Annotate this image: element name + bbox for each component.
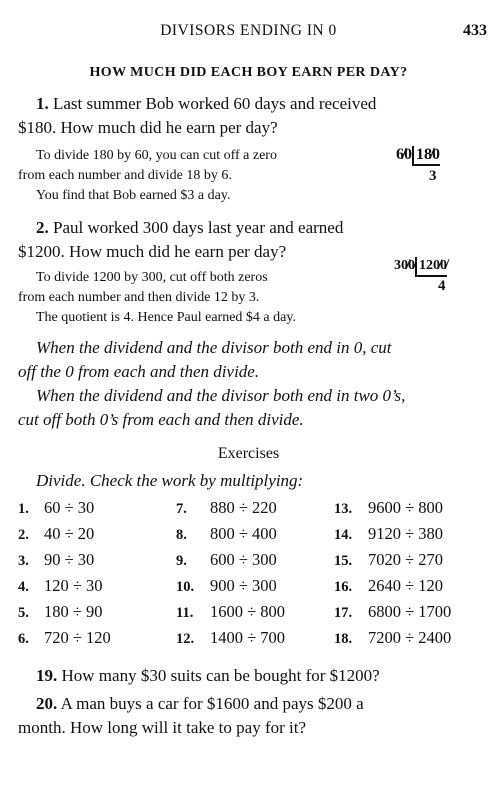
problem-1-long-division bbox=[396, 146, 440, 184]
exercise-expression: 9120 ÷ 380 bbox=[368, 524, 444, 543]
exercise-item bbox=[334, 524, 443, 544]
problem-1-number: 1. bbox=[36, 94, 49, 113]
rule-1-line-1: When the dividend and the divisor both end in 0, cut bbox=[36, 338, 392, 357]
question-19-text: How many $30 suits can be bought for $1200? bbox=[61, 666, 380, 685]
exercise-item bbox=[176, 524, 277, 544]
problem-2-number: 2. bbox=[36, 218, 49, 237]
exercise-expression: 7020 ÷ 270 bbox=[368, 550, 444, 569]
exercise-number: 7. bbox=[176, 501, 187, 517]
rule-2-line-1: When the dividend and the divisor both end in two 0’s, bbox=[36, 386, 406, 405]
exercise-expression: 180 ÷ 90 bbox=[44, 602, 103, 621]
exercise-number: 6. bbox=[18, 631, 29, 647]
problem-1-dividend: 18̸0 bbox=[412, 146, 440, 166]
exercise-expression: 60 ÷ 30 bbox=[44, 498, 95, 517]
exercise-expression: 6800 ÷ 1700 bbox=[368, 602, 452, 621]
exercise-number: 2. bbox=[18, 527, 29, 543]
exercise-item bbox=[176, 628, 285, 648]
exercise-expression: 600 ÷ 300 bbox=[210, 550, 277, 569]
problem-1-divisor: 6̸0 bbox=[396, 146, 412, 163]
rule-1-line-2: off the 0 from each and then divide. bbox=[18, 362, 260, 381]
problem-2-explanation-3: The quotient is 4. Hence Paul earned $4 a day. bbox=[36, 310, 296, 325]
question-19-number: 19. bbox=[36, 666, 58, 685]
exercise-expression: 40 ÷ 20 bbox=[44, 524, 95, 543]
exercise-number: 1. bbox=[18, 501, 29, 517]
problem-2-line-2: $1200. How much did he earn per day? bbox=[18, 242, 287, 261]
exercise-number: 3. bbox=[18, 553, 29, 569]
exercise-item bbox=[176, 550, 277, 570]
exercise-item bbox=[18, 628, 111, 648]
exercise-expression: 1600 ÷ 800 bbox=[210, 602, 286, 621]
exercise-item bbox=[176, 602, 285, 622]
exercise-item bbox=[18, 498, 94, 518]
exercise-item bbox=[334, 602, 451, 622]
exercise-item bbox=[334, 576, 443, 596]
exercise-item bbox=[334, 498, 443, 518]
exercises-title: Exercises bbox=[217, 445, 280, 462]
exercise-number: 14. bbox=[334, 527, 353, 543]
problem-2-dividend: 120̸0̸ bbox=[415, 257, 447, 277]
exercises-instruction: Divide. Check the work by multiplying: bbox=[36, 471, 304, 490]
problem-2-line-1 bbox=[18, 216, 486, 240]
exercise-expression: 800 ÷ 400 bbox=[210, 524, 277, 543]
exercise-item bbox=[334, 628, 451, 648]
exercise-number: 16. bbox=[334, 579, 353, 595]
problem-2-long-division bbox=[394, 256, 447, 294]
problem-1-quotient: 3 bbox=[429, 168, 437, 184]
question-20-number: 20. bbox=[36, 694, 58, 713]
problem-2-explanation-2: from each number and then divide 12 by 3. bbox=[18, 290, 260, 305]
problem-1-explanation-1: To divide 180 by 60, you can cut off a zero bbox=[36, 148, 277, 163]
section-title: HOW MUCH DID EACH BOY EARN PER DAY? bbox=[89, 65, 408, 80]
exercise-number: 12. bbox=[176, 631, 195, 647]
page-header bbox=[0, 22, 497, 42]
exercise-number: 11. bbox=[176, 605, 194, 621]
exercise-number: 18. bbox=[334, 631, 353, 647]
problem-2-explanation-1: To divide 1200 by 300, cut off both zeros bbox=[36, 270, 268, 285]
page-number: 433 bbox=[463, 22, 487, 39]
exercise-number: 5. bbox=[18, 605, 29, 621]
exercise-item bbox=[18, 576, 103, 596]
running-head: DIVISORS ENDING IN 0 bbox=[160, 22, 337, 39]
exercise-expression: 720 ÷ 120 bbox=[44, 628, 111, 647]
problem-2-divisor: 30̸0̸ bbox=[394, 258, 415, 273]
exercise-expression: 880 ÷ 220 bbox=[210, 498, 277, 517]
question-20-line-2: month. How long will it take to pay for it? bbox=[18, 718, 307, 737]
problem-1-line-1 bbox=[18, 92, 486, 116]
question-20-text-1: A man buys a car for $1600 and pays $200 a bbox=[60, 694, 364, 713]
exercise-item bbox=[18, 524, 94, 544]
exercise-item bbox=[18, 602, 103, 622]
question-20-line-1 bbox=[18, 692, 488, 716]
problem-1-text-1: Last summer Bob worked 60 days and received bbox=[53, 94, 377, 113]
problem-1-line-2: $180. How much did he earn per day? bbox=[18, 118, 278, 137]
exercise-expression: 9600 ÷ 800 bbox=[368, 498, 444, 517]
exercise-expression: 7200 ÷ 2400 bbox=[368, 628, 452, 647]
exercise-item bbox=[176, 576, 277, 596]
problem-1-explanation-3: You find that Bob earned $3 a day. bbox=[36, 188, 231, 203]
problem-2-quotient: 4 bbox=[438, 278, 446, 294]
rule-2-line-2: cut off both 0’s from each and then divide. bbox=[18, 410, 304, 429]
exercise-expression: 2640 ÷ 120 bbox=[368, 576, 444, 595]
problem-1-explanation-2: from each number and divide 18 by 6. bbox=[18, 168, 232, 183]
exercise-expression: 90 ÷ 30 bbox=[44, 550, 95, 569]
problem-2-text-1: Paul worked 300 days last year and earned bbox=[53, 218, 344, 237]
exercise-number: 4. bbox=[18, 579, 29, 595]
exercise-number: 15. bbox=[334, 553, 353, 569]
question-19 bbox=[18, 664, 488, 688]
exercise-expression: 120 ÷ 30 bbox=[44, 576, 103, 595]
exercise-expression: 900 ÷ 300 bbox=[210, 576, 277, 595]
exercise-expression: 1400 ÷ 700 bbox=[210, 628, 286, 647]
exercise-number: 13. bbox=[334, 501, 353, 517]
exercise-number: 9. bbox=[176, 553, 187, 569]
exercise-item bbox=[18, 550, 94, 570]
exercise-number: 8. bbox=[176, 527, 187, 543]
exercise-item bbox=[176, 498, 277, 518]
exercise-number: 17. bbox=[334, 605, 353, 621]
exercise-item bbox=[334, 550, 443, 570]
exercise-number: 10. bbox=[176, 579, 195, 595]
